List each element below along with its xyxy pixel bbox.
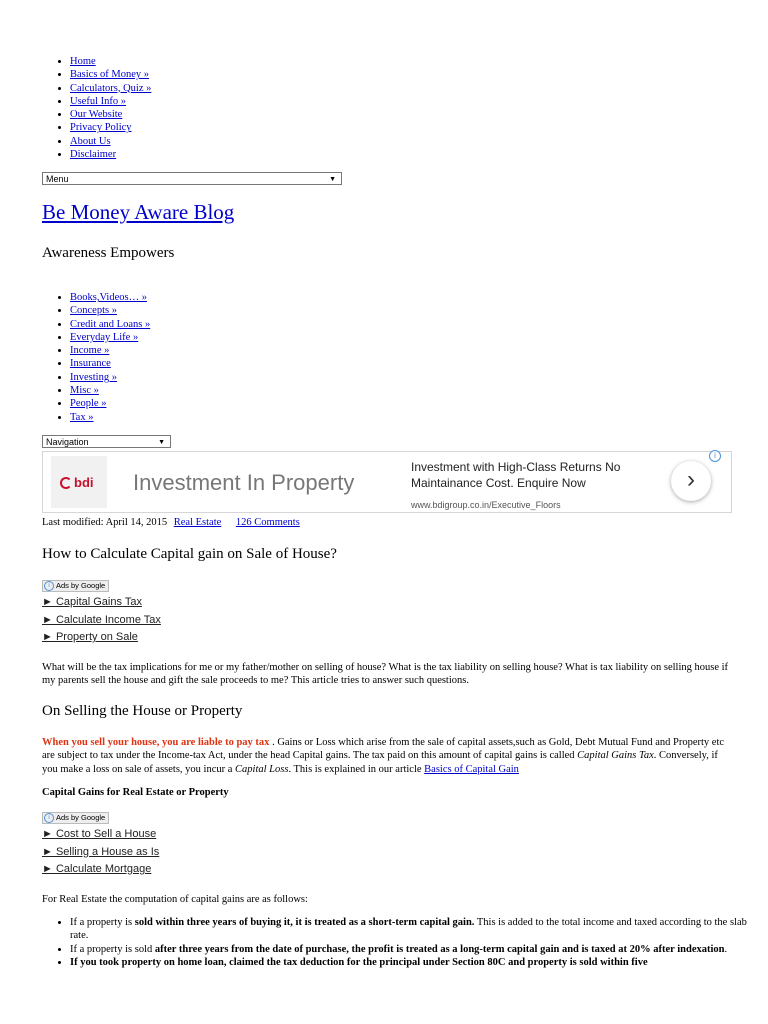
ad-link[interactable]: ► Calculate Mortgage — [42, 863, 152, 875]
section-heading: On Selling the House or Property — [42, 703, 243, 719]
category-item[interactable] — [70, 371, 150, 384]
ad-description[interactable]: Investment with High-Class Returns No Maintainance Cost. Enquire Now — [411, 460, 621, 490]
nav-item-home[interactable] — [70, 55, 151, 68]
nav-item-about[interactable] — [70, 135, 151, 148]
category-link[interactable]: Income » — [70, 345, 110, 357]
emphasis-text: Capital Gains Tax — [577, 750, 654, 762]
blog-title — [42, 200, 234, 225]
info-icon: i — [44, 581, 54, 591]
highlight-text: When you sell your house, you are liable to pay tax — [42, 737, 270, 748]
nav-link[interactable]: Our Website — [70, 109, 123, 121]
post-title: How to Calculate Capital gain on Sale of House? — [42, 546, 337, 562]
chevron-down-icon: ▼ — [329, 176, 336, 183]
category-link[interactable]: Insurance — [70, 358, 111, 370]
nav-link[interactable]: Privacy Policy — [70, 122, 132, 134]
category-item[interactable] — [70, 384, 150, 397]
rules-list — [50, 916, 760, 969]
category-item[interactable] — [70, 397, 150, 410]
emphasis-text: Capital Loss — [235, 763, 289, 775]
nav-item-calculators[interactable] — [70, 82, 151, 95]
ads-by-google-badge[interactable] — [42, 812, 109, 824]
category-link[interactable]: Credit and Loans » — [70, 318, 151, 330]
nav-item-useful-info[interactable] — [70, 95, 151, 108]
list-item — [70, 916, 760, 943]
ad-link[interactable]: ► Capital Gains Tax — [42, 596, 142, 608]
category-link[interactable]: People » — [70, 398, 107, 410]
text-span: . — [724, 943, 728, 955]
category-item[interactable] — [70, 344, 150, 357]
ad-link[interactable]: ► Selling a House as Is — [42, 845, 160, 858]
category-item[interactable] — [70, 318, 150, 331]
nav-item-disclaimer[interactable] — [70, 148, 151, 161]
ad-url[interactable]: www.bdigroup.co.in/Executive_Floors — [411, 500, 561, 510]
logo-text: bdi — [74, 475, 94, 490]
ad-links-1 — [42, 594, 161, 647]
chevron-right-icon[interactable]: › — [671, 461, 711, 501]
text-span: This is added to the total income and taxed according to the slab rate. — [70, 917, 747, 942]
bold-text: If you took property on home loan, claimed the tax deduction for the principal under Section 80C and property is sold within five — [70, 956, 648, 968]
nav-item-privacy[interactable] — [70, 121, 151, 134]
ad-link[interactable]: ► Property on Sale — [42, 631, 138, 643]
post-meta — [42, 517, 300, 528]
category-link[interactable]: Books,Videos… » — [70, 292, 147, 303]
chevron-down-icon: ▼ — [158, 439, 165, 446]
ads-by-google-badge[interactable] — [42, 580, 109, 592]
section-paragraph — [42, 736, 732, 776]
comments-link[interactable]: 126 Comments — [235, 517, 300, 528]
text-span: If a property is sold — [70, 943, 155, 955]
ads-by-google-label: Ads by Google — [56, 813, 106, 822]
category-link[interactable]: Real Estate — [173, 517, 222, 528]
text-span: . This is explained in our article — [288, 763, 425, 775]
subheading: Capital Gains for Real Estate or Property — [42, 787, 229, 798]
ad-link[interactable]: ► Cost to Sell a House — [42, 828, 157, 840]
ads-by-google-label: Ads by Google — [56, 581, 106, 590]
text-span: . Conversely, if you make a loss on sale of assets, you incur a — [42, 750, 718, 775]
nav-item-basics[interactable] — [70, 68, 151, 81]
top-nav — [50, 55, 151, 161]
logo-ring-icon — [60, 477, 72, 489]
category-link[interactable]: Tax » — [70, 411, 94, 423]
category-link[interactable]: Investing » — [70, 371, 117, 383]
blog-title-link[interactable]: Be Money Aware Blog — [42, 200, 235, 224]
category-item[interactable] — [70, 357, 150, 370]
category-nav — [50, 291, 150, 424]
basics-of-capital-gain-link[interactable]: Basics of Capital Gain — [424, 763, 519, 775]
info-icon: i — [44, 813, 54, 823]
category-item[interactable] — [70, 331, 150, 344]
category-link[interactable]: Concepts » — [70, 305, 117, 317]
nav-item-our-website[interactable] — [70, 108, 151, 121]
category-item[interactable] — [70, 291, 150, 304]
tagline: Awareness Empowers — [42, 245, 175, 261]
computation-intro: For Real Estate the computation of capital gains are as follows: — [42, 894, 308, 905]
ad-headline[interactable]: Investment In Property — [133, 470, 355, 495]
bdi-logo — [51, 456, 107, 508]
category-item[interactable] — [70, 411, 150, 424]
text-span: If a property is — [70, 917, 135, 928]
text-span: . Gains or Loss which arise from the sale of capital assets,such as Gold, Debt Mutual Fund and Property etc are subject to tax under the Income-tax Act, under the head Capital gains. The tax paid on this amount of capital gains is called — [42, 737, 725, 762]
last-modified: Last modified: April 14, 2015 — [42, 517, 168, 528]
navigation-select-value: Navigation — [46, 437, 89, 447]
nav-link[interactable]: Useful Info » — [70, 95, 126, 107]
list-item — [70, 943, 760, 956]
intro-paragraph: What will be the tax implications for me or my father/mother on selling of house? What is the tax liability on selling house? What is tax liability on selling house if my parents sell the house and gift the sale proceeds to me? This article tries to answer such questions. — [42, 662, 729, 687]
ad-link[interactable]: ► Calculate Income Tax — [42, 613, 161, 626]
ad-links-2 — [42, 826, 159, 879]
ad-info-icon[interactable]: i — [709, 450, 721, 462]
menu-select[interactable] — [42, 172, 342, 185]
navigation-select[interactable] — [42, 435, 171, 448]
category-item[interactable] — [70, 304, 150, 317]
nav-link[interactable]: Calculators, Quiz » — [70, 82, 152, 94]
category-link[interactable]: Misc » — [70, 385, 99, 397]
nav-link[interactable]: Basics of Money » — [70, 69, 150, 81]
bold-text: sold within three years of buying it, it is treated as a short-term capital gain. — [134, 917, 475, 928]
ad-banner[interactable] — [42, 451, 732, 513]
menu-select-value: Menu — [46, 174, 69, 184]
nav-link[interactable]: Disclaimer — [70, 149, 117, 161]
nav-link[interactable]: About Us — [70, 135, 111, 147]
nav-link[interactable]: Home — [70, 56, 96, 67]
bold-text: after three years from the date of purchase, the profit is treated as a long-term capital gain and is taxed at 20% after indexation — [154, 943, 725, 955]
list-item — [70, 956, 760, 969]
category-link[interactable]: Everyday Life » — [70, 331, 139, 343]
